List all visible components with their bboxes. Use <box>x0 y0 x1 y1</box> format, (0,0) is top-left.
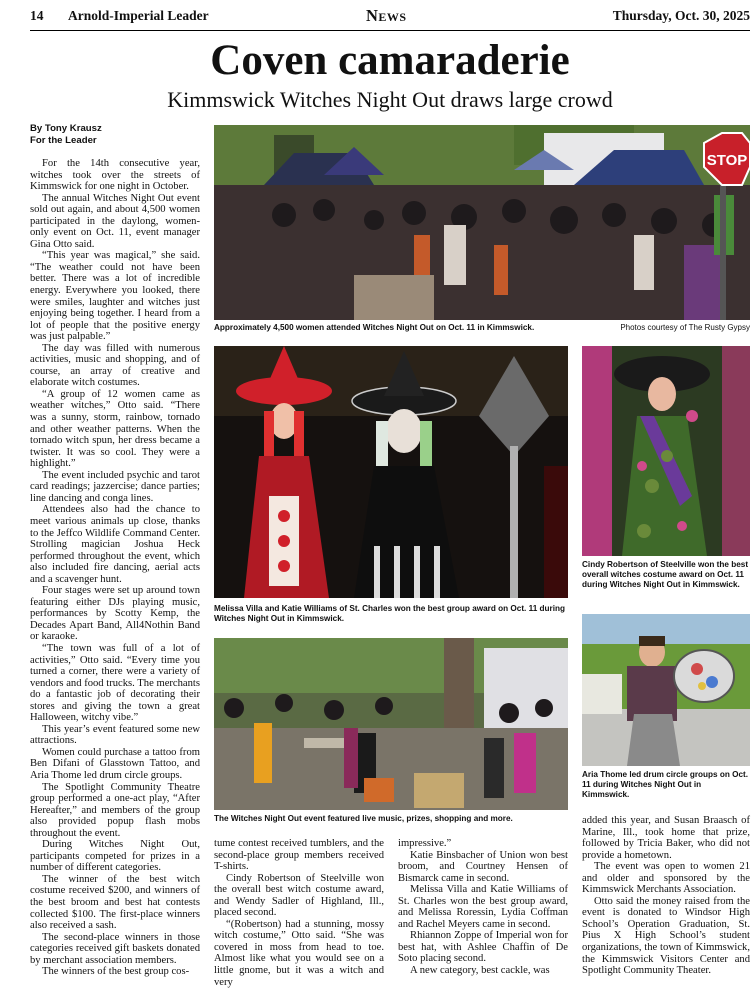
article-paragraph: The annual Witches Night Out event sold out again, and about 4,500 women participated in the daylong, women-only event on Oct. 11, event manager Gina Otto said. <box>30 192 200 250</box>
article-paragraph: Cindy Robertson of Steelville won the overall best witch costume award, and Wendy Sadler of Highland, Ill., placed second. <box>214 872 384 919</box>
header-rule <box>30 30 750 31</box>
article-paragraph: Women could purchase a tattoo from Ben Difani of Glasstown Tattoo, and Aria Thome led drum circle groups. <box>30 746 200 781</box>
subheadline: Kimmswick Witches Night Out draws large crowd <box>167 87 613 112</box>
article-paragraph: Melissa Villa and Katie Williams of St. Charles won the best group award, and Melissa Roressin, Lydia Coffman and Rachel Meyers came in second. <box>398 884 568 930</box>
article-paragraph: Four stages were set up around town featuring either DJs playing music, performances by Scotty Kemp, the Decades Apart Band, All4Nothin Band or karaoke. <box>30 585 200 643</box>
article-paragraph: impressive.” <box>398 838 452 849</box>
article-paragraph: Katie Binsbacher of Union won best broom, and Courtney Hensen of Bismarck came in second. <box>398 849 568 884</box>
page-number: 14 <box>30 8 44 23</box>
group-award-photo <box>214 346 568 598</box>
group-award-caption: Melissa Villa and Katie Williams of St. Charles won the best group award on Oct. 11 during Witches Night Out in Kimmswick. <box>214 604 566 623</box>
crowd-photo-caption: Approximately 4,500 women attended Witches Night Out on Oct. 11 in Kimmswick. <box>214 323 535 332</box>
drum-circle-photo <box>582 614 750 766</box>
article-paragraph: “(Robertson) had a stunning, mossy witch costume,” Otto said. “She was covered in moss from head to toe. Almost like what you would see on a little gnome, but it was a witch and very <box>214 918 384 988</box>
article-paragraph: “A group of 12 women came as weather witches,” Otto said. “There was a sunny, storm, rainbow, tornado and other weather patterns. When the tornado witch spun, her dress became a twister. It was so cool. They were a highlight.” <box>30 388 200 470</box>
article-column-4 <box>582 815 750 978</box>
article-paragraph: A new category, best cackle, was <box>410 965 550 977</box>
photo-credit: Photos courtesy of The Rusty Gypsy <box>620 323 750 332</box>
article-paragraph: The event included psychic and tarot card readings; jazzercise; dance parties; line dancing and conga lines. <box>30 469 200 504</box>
article-paragraph: The event was open to women 21 and older and sponsored by the Kimmswick Merchants Association. <box>582 861 750 896</box>
headline: Coven camaraderie <box>210 37 570 84</box>
issue-date: Thursday, Oct. 30, 2025 <box>612 8 750 23</box>
publication-name: Arnold-Imperial Leader <box>68 8 209 23</box>
section-label: News <box>366 6 407 25</box>
article-paragraph: During Witches Night Out, participants competed for prizes in a number of different categories. <box>30 839 200 874</box>
article-paragraph: Rhiannon Zoppe of Imperial won for best hat, with Ashlee Chaffin of De Soto placing second. <box>398 930 568 965</box>
stop-sign-text: STOP <box>706 152 748 169</box>
article-paragraph: The winner of the best witch costume received $200, and winners of the best broom and best hat contests collected $100. The first-place winners also received a sash. <box>30 873 200 932</box>
article-paragraph: The winners of the best group cos- <box>42 966 190 978</box>
article-paragraph: “This year was magical,” she said. “The weather could not have been better. There was a lot of incredible energy. Everywhere you looked, there were smiles, laughter and witches just enjoying being together. I heard from a lot of people that the positive energy was just palpable.” <box>30 250 200 343</box>
best-overall-photo <box>582 346 750 556</box>
byline-affiliation: For the Leader <box>30 135 97 146</box>
article-paragraph: The day was filled with numerous activities, music and shopping, and of course, an array of creative and elaborate witch costumes. <box>30 342 200 389</box>
live-music-caption: The Witches Night Out event featured live music, prizes, shopping and more. <box>214 814 513 823</box>
article-paragraph: Otto said the money raised from the event is donated to Windsor High School’s Operation Graduation, St. Pius X High School’s student organizations, the town of Kimmswick, the Kimmswick Visitors Center and Spotlight Community Theater. <box>582 895 750 977</box>
article-paragraph: added this year, and Susan Braasch of Marine, Ill., took home that prize, followed by Tricia Baker, who did not provide a hometown. <box>582 815 750 861</box>
article-paragraph: “The town was full of a lot of activities,” Otto said. “Every time you turned a corner, there were a variety of vendors and food trucks. The merchants do a fantastic job of decorating their stores and giving the town a great Halloween, witchy vibe.” <box>30 642 200 724</box>
article-paragraph: tume contest received tumblers, and the second-place group members received T-shirts. <box>214 838 384 873</box>
best-overall-caption: Cindy Robertson of Steelville won the best overall witches costume award on Oct. 11 during Witches Night Out in Kimmswick. <box>582 560 749 589</box>
article-paragraph: For the 14th consecutive year, witches took over the streets of Kimmswick for one night in October. <box>30 158 200 193</box>
article-column-2 <box>214 838 384 988</box>
article-paragraph: The Spotlight Community Theatre group performed a one-act play, “After Hereafter,” and members of the group also provided popup flash mobs throughout the event. <box>30 781 200 839</box>
article-paragraph: The second-place winners in those categories received gift baskets donated by merchant association members. <box>30 931 200 966</box>
article-paragraph: Attendees also had the chance to meet various animals up close, thanks to the Jeffco Wildlife Command Center. Strolling magician Joshua Heck performed throughout the event, which also included fire dancing, aerial acts and a scavenger hunt. <box>30 504 200 585</box>
live-music-photo <box>214 638 568 810</box>
crowd-photo <box>214 125 750 320</box>
article-column-1 <box>30 158 200 976</box>
article-column-3 <box>398 838 568 978</box>
drum-circle-caption: Aria Thome led drum circle groups on Oct. 11 during Witches Night Out in Kimmswick. <box>582 770 749 799</box>
byline <box>30 123 102 147</box>
article-paragraph: This year’s event featured some new attractions. <box>30 723 200 747</box>
byline-author: By Tony Krausz <box>30 123 102 134</box>
